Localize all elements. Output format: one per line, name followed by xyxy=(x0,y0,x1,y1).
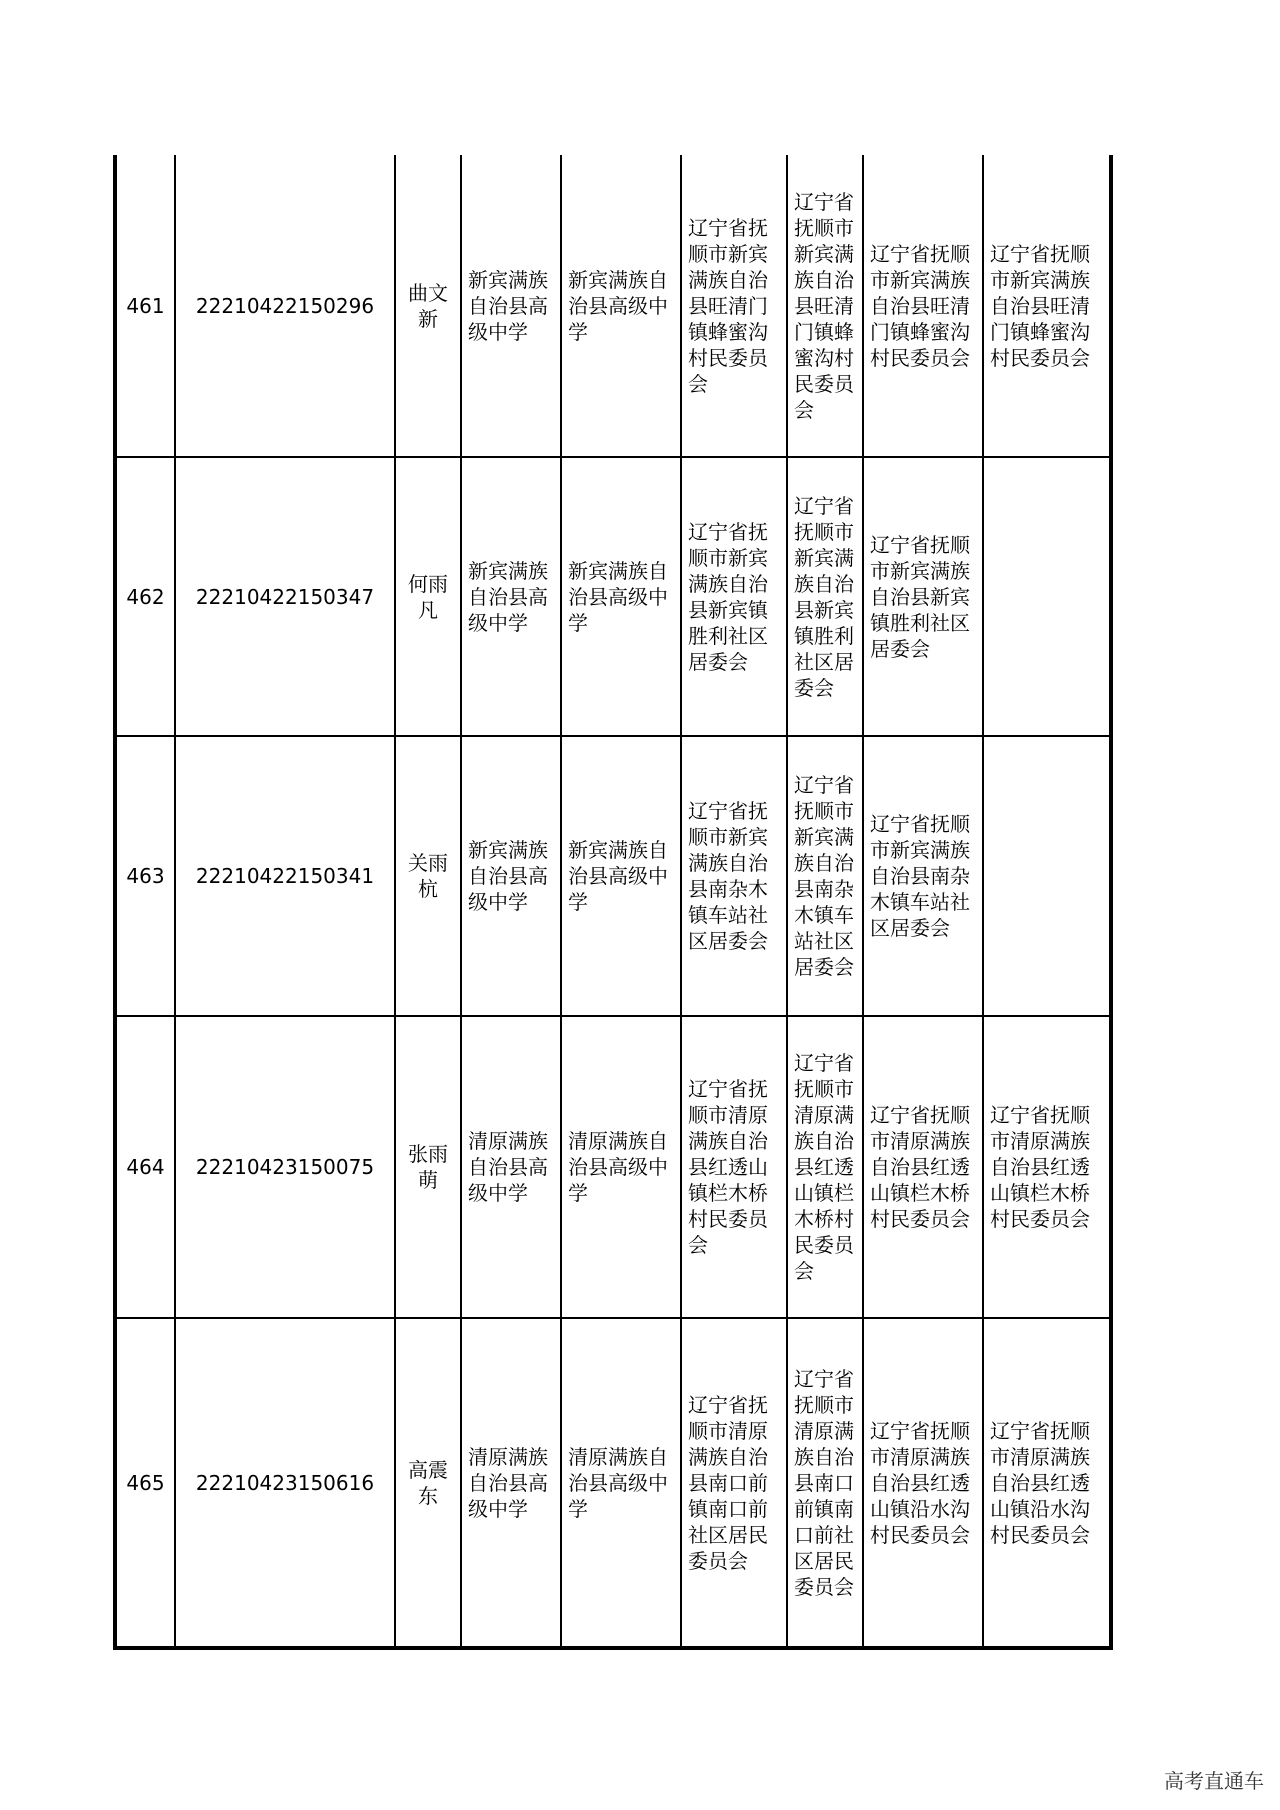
address-4 xyxy=(983,457,1111,736)
school-name-2: 新宾满族自治县高级中学 xyxy=(561,736,681,1016)
address-3: 辽宁省抚顺市新宾满族自治县旺清门镇蜂蜜沟村民委员会 xyxy=(863,155,983,457)
school-name-2: 清原满族自治县高级中学 xyxy=(561,1318,681,1648)
registry-table xyxy=(113,155,1113,1650)
school-name-2: 新宾满族自治县高级中学 xyxy=(561,155,681,457)
student-name: 高震东 xyxy=(395,1318,461,1648)
table-row xyxy=(115,457,1111,736)
school-name-2: 清原满族自治县高级中学 xyxy=(561,1016,681,1318)
student-name: 曲文新 xyxy=(395,155,461,457)
table-row xyxy=(115,155,1111,457)
table-row xyxy=(115,736,1111,1016)
school-name: 新宾满族自治县高级中学 xyxy=(461,155,561,457)
row-number: 462 xyxy=(115,457,175,736)
school-name: 清原满族自治县高级中学 xyxy=(461,1318,561,1648)
address-1: 辽宁省抚顺市新宾满族自治县南杂木镇车站社区居委会 xyxy=(681,736,787,1016)
address-4 xyxy=(983,736,1111,1016)
address-1: 辽宁省抚顺市新宾满族自治县新宾镇胜利社区居委会 xyxy=(681,457,787,736)
address-3: 辽宁省抚顺市新宾满族自治县新宾镇胜利社区居委会 xyxy=(863,457,983,736)
exam-id: 22210423150075 xyxy=(175,1016,395,1318)
row-number: 464 xyxy=(115,1016,175,1318)
school-name-2: 新宾满族自治县高级中学 xyxy=(561,457,681,736)
school-name: 新宾满族自治县高级中学 xyxy=(461,736,561,1016)
address-1: 辽宁省抚顺市清原满族自治县南口前镇南口前社区居民委员会 xyxy=(681,1318,787,1648)
school-name: 新宾满族自治县高级中学 xyxy=(461,457,561,736)
address-2: 辽宁省抚顺市清原满族自治县南口前镇南口前社区居民委员会 xyxy=(787,1318,863,1648)
address-4: 辽宁省抚顺市清原满族自治县红透山镇栏木桥村民委员会 xyxy=(983,1016,1111,1318)
row-number: 465 xyxy=(115,1318,175,1648)
exam-id: 22210422150341 xyxy=(175,736,395,1016)
address-3: 辽宁省抚顺市清原满族自治县红透山镇栏木桥村民委员会 xyxy=(863,1016,983,1318)
address-1: 辽宁省抚顺市清原满族自治县红透山镇栏木桥村民委员会 xyxy=(681,1016,787,1318)
address-1: 辽宁省抚顺市新宾满族自治县旺清门镇蜂蜜沟村民委员会 xyxy=(681,155,787,457)
address-2: 辽宁省抚顺市新宾满族自治县新宾镇胜利社区居委会 xyxy=(787,457,863,736)
table-row xyxy=(115,1318,1111,1648)
student-name: 张雨萌 xyxy=(395,1016,461,1318)
exam-id: 22210423150616 xyxy=(175,1318,395,1648)
address-4: 辽宁省抚顺市清原满族自治县红透山镇沿水沟村民委员会 xyxy=(983,1318,1111,1648)
row-number: 461 xyxy=(115,155,175,457)
watermark-text: 高考直通车 xyxy=(1164,1769,1264,1793)
address-2: 辽宁省抚顺市清原满族自治县红透山镇栏木桥村民委员会 xyxy=(787,1016,863,1318)
exam-id: 22210422150347 xyxy=(175,457,395,736)
address-4: 辽宁省抚顺市新宾满族自治县旺清门镇蜂蜜沟村民委员会 xyxy=(983,155,1111,457)
address-2: 辽宁省抚顺市新宾满族自治县旺清门镇蜂蜜沟村民委员会 xyxy=(787,155,863,457)
student-name: 关雨杭 xyxy=(395,736,461,1016)
student-name: 何雨凡 xyxy=(395,457,461,736)
address-3: 辽宁省抚顺市清原满族自治县红透山镇沿水沟村民委员会 xyxy=(863,1318,983,1648)
exam-id: 22210422150296 xyxy=(175,155,395,457)
row-number: 463 xyxy=(115,736,175,1016)
table-row xyxy=(115,1016,1111,1318)
address-2: 辽宁省抚顺市新宾满族自治县南杂木镇车站社区居委会 xyxy=(787,736,863,1016)
school-name: 清原满族自治县高级中学 xyxy=(461,1016,561,1318)
address-3: 辽宁省抚顺市新宾满族自治县南杂木镇车站社区居委会 xyxy=(863,736,983,1016)
